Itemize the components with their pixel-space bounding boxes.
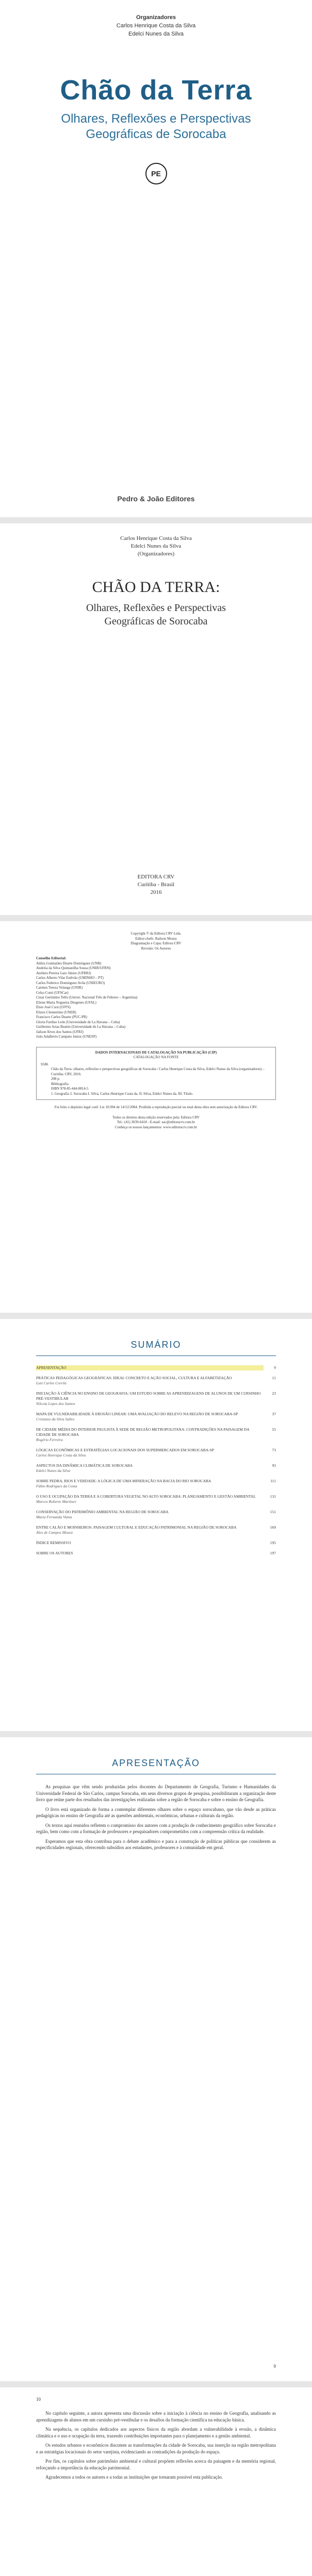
organizer-name: Edelci Nunes da Silva <box>128 31 184 37</box>
toc-item[interactable] <box>36 1376 276 1386</box>
cip-record <box>36 1047 276 1100</box>
copyright-line: Copyright © da Editora CRV Ltda. <box>130 931 182 936</box>
toc-author: Cristiano da Silva Salles <box>36 1417 75 1421</box>
toc-title: MAPA DE VULNERABILIDADE À EROSÃO LINEAR: UMA AVALIAÇÃO DO RELEVO NA REGIÃO DE SOROCABA-SP <box>36 1412 238 1416</box>
board-member: Aldira Guimarães Duarte Domínguez (UNB) <box>36 961 102 965</box>
catalog-page <box>0 921 312 1313</box>
board-member: Élsio José Corá (UFFS) <box>36 1005 71 1009</box>
author-name: Carlos Henrique Costa da Silva <box>120 535 192 541</box>
summary-page <box>0 1319 312 1731</box>
toc-title: SOBRE PEDRA, RIOS E VERDADE: A LÓGICA DE UMA MINERAÇÃO NA BACIA DO RIO SOROCABA <box>36 1479 211 1483</box>
cip-line: Bibliografia <box>51 1081 69 1086</box>
toc-item[interactable] <box>36 1365 276 1370</box>
title-page-title: CHÃO DA TERRA: <box>92 579 220 596</box>
author-name: Edelci Nunes da Silva <box>130 543 182 549</box>
toc-page: 111 <box>270 1479 276 1483</box>
toc-title: APRESENTAÇÃO <box>36 1365 264 1370</box>
board-title: Conselho Editorial: <box>36 956 67 960</box>
board-member: Gloria Fariñas León (Universidade de La Havana – Cuba) <box>36 1020 120 1024</box>
table-of-contents <box>36 1365 276 1556</box>
staff-line: Diagramação e Capa: Editora CRV <box>130 941 182 945</box>
summary-heading: SUMÁRIO <box>130 1340 182 1350</box>
toc-item[interactable] <box>36 1540 276 1546</box>
toc-title: DE CIDADE MÉDIA DO INTERIOR PAULISTA À SEDE DE REGIÃO METROPOLITANA: CONTRADIÇÕES NA PAISAGEM DA CIDADE DE SOROCABA <box>36 1427 250 1437</box>
toc-page: 151 <box>270 1510 276 1514</box>
toc-author: Maria Fernanda Viana <box>36 1515 72 1519</box>
page-number: 10 <box>36 2397 41 2402</box>
cover-publisher: Pedro & João Editores <box>117 495 195 503</box>
organizer-name: Carlos Henrique Costa da Silva <box>116 23 196 29</box>
toc-author: Marcos Roberto Martines <box>36 1499 76 1504</box>
cip-line: S586 <box>41 1062 48 1066</box>
title-page-authors <box>0 523 312 558</box>
toc-page: 9 <box>274 1365 276 1370</box>
toc-page: 197 <box>270 1551 276 1555</box>
toc-author: Rogério Ferreira <box>36 1437 63 1442</box>
subtitle-line: Olhares, Reflexões e Perspectivas <box>86 602 226 614</box>
toc-title: PRÁTICAS PEDAGÓGICAS GEOGRÁFICAS: IDEAL CONCRETO E AÇÃO SOCIAL, CULTURA E ALFABETIZAÇÃO <box>36 1376 232 1380</box>
page-separator <box>0 517 312 523</box>
paragraph: Os textos aqui reunidos refletem o compromisso dos autores com a produção de conhecimento geográfico sobre Sorocaba e região, bem como com a formação de professores e pesquisadores comprometidos com a compreensão crítica da realidade. <box>36 1822 276 1834</box>
toc-title: ENTRE CALÃO E MOINHEIROS: PAISAGEM CULTURAL E EDUCAÇÃO PATRIMONIAL NA REGIÃO DE SOROCABA <box>36 1525 237 1530</box>
author-role: (Organizadores) <box>137 551 175 557</box>
cover-subtitle <box>0 111 312 142</box>
toc-item[interactable] <box>36 1551 276 1556</box>
toc-item[interactable] <box>36 1463 276 1473</box>
continuation-body <box>36 2410 276 2481</box>
toc-page: 23 <box>272 1391 276 1396</box>
cover-title: Chão da Terra <box>60 75 252 106</box>
toc-title: ASPECTOS DA DINÂMICA CLIMÁTICA DE SOROCABA <box>36 1463 133 1468</box>
cip-subtitle: CATALOGAÇÃO NA FONTE <box>133 1055 179 1059</box>
toc-title: LÓGICAS ECONÔMICAS E ESTRATÉGIAS LOCACIONAIS DOS SUPERMERCADOS EM SOROCABA-SP <box>36 1448 215 1452</box>
cover-page <box>0 0 312 517</box>
imprint-line: Curitiba - Brasil <box>137 882 175 888</box>
toc-author: Fábio Rodrigues da Costa <box>36 1484 77 1488</box>
site-line: Conheça os nossos lançamentos: www.editoracrv.com.br <box>114 1125 198 1129</box>
presentation-page <box>0 1737 312 2381</box>
toc-page: 55 <box>272 1427 276 1432</box>
presentation-heading: APRESENTAÇÃO <box>112 1758 200 1768</box>
imprint-line: 2016 <box>150 889 162 895</box>
toc-title: INICIAÇÃO À CIÊNCIA NO ENSINO DE GEOGRAFIA: UM ESTUDO SOBRE AS APRENDIZAGENS DE ALUNOS DE UM CURSINHO PRÉ-VESTIBULAR <box>36 1391 261 1401</box>
board-member: Carlos Federico Dominguez Avila (UNIEURO) <box>36 980 105 985</box>
paragraph: Na sequência, os capítulos dedicados aos aspectos físicos da região abordam a vulnerabilidade à erosão, a dinâmica climática e o uso e ocupação da terra, trazendo contribuições importantes para o planejamento e a gestão ambiental. <box>36 2427 276 2438</box>
toc-page: 73 <box>272 1448 276 1452</box>
page-separator <box>0 1313 312 1319</box>
page-separator <box>0 915 312 921</box>
contact-line: Tel.: (41) 3039-6418 - E-mail: sac@editoracrv.com.br <box>117 1120 195 1124</box>
cip-line: 208 p. <box>51 1077 60 1081</box>
toc-title: O USO E OCUPAÇÃO DA TERRA E A COBERTURA VEGETAL NO ALTO SOROCABA: PLANEJAMENTO E GESTÃO AMBIENTAL <box>36 1494 256 1499</box>
toc-item[interactable] <box>36 1427 276 1443</box>
cip-title: DADOS INTERNACIONAIS DE CATALOGAÇÃO NA PUBLICAÇÃO (CIP) <box>95 1050 217 1055</box>
toc-item[interactable] <box>36 1525 276 1535</box>
title-page-imprint <box>0 873 312 896</box>
paragraph: O livro está organizado de forma a contemplar diferentes olhares sobre o espaço sorocabano, que vão desde as práticas pedagógicas no ensino de Geografia até as questões ambientais, econômicas, urbanas e culturais da região. <box>36 1806 276 1818</box>
board-member: Antônio Pereira Gaio Júnior (UFRRJ) <box>36 971 91 975</box>
paragraph: Esperamos que esta obra contribua para o debate acadêmico e para a construção de políticas públicas que considerem as especificidades regionais, oferecendo subsídios aos estudantes, professores e à comunidade em geral. <box>36 1838 276 1850</box>
subtitle-line: Geográficas de Sorocaba <box>104 616 208 627</box>
paragraph: Os estudos urbanos e econômicos discutem as transformações da cidade de Sorocaba, sua inserção na região metropolitana e as estratégias locacionais do setor varejista, evidenciando as contradições da produção do espaço. <box>36 2443 276 2454</box>
continuation-page <box>0 2387 312 2576</box>
page-separator <box>0 1731 312 1737</box>
page-number: 9 <box>273 2364 276 2369</box>
toc-item[interactable] <box>36 1510 276 1520</box>
board-member: Francisco Carlos Duarte (PUC-PR) <box>36 1015 87 1019</box>
editorial-board-list <box>36 961 276 1040</box>
board-member: Guillermo Arias Beatón (Universidade de La Havana – Cuba) <box>36 1025 126 1029</box>
board-member: Cesar Gerónimo Tello (Univer. Nacional Três de Febrero – Argentina) <box>36 995 138 999</box>
toc-item[interactable] <box>36 1412 276 1422</box>
board-member: João Adalberto Campato Junior (UNESP) <box>36 1035 97 1039</box>
subtitle-line: Olhares, Reflexões e Perspectivas <box>61 112 251 126</box>
rights-line: Todos os direitos desta edição reservados pela: Editora CRV <box>112 1115 200 1120</box>
presentation-body <box>36 1784 276 1851</box>
board-member: Carlos Alberto Vilar Estêvão (UMINHO – PT) <box>36 976 104 980</box>
imprint-line: EDITORA CRV <box>137 874 175 880</box>
staff-line: Revisão: Os Autores <box>141 946 171 951</box>
toc-title: SOBRE OS AUTORES <box>36 1551 73 1555</box>
toc-title: ÍNDICE REMISSIVO <box>36 1540 71 1545</box>
toc-page: 93 <box>272 1463 276 1468</box>
toc-page: 11 <box>272 1376 276 1380</box>
subtitle-line: Geográficas de Sorocaba <box>86 127 226 141</box>
cip-line: Chão da Terra: olhares, reflexões e perspectivas geográficas de Sorocaba / Carlos Henrique Costa da Silva, Edelci Nunes da Silva (organizadores) – Curitiba: CRV, 2016. <box>51 1067 265 1076</box>
paragraph: Agradecemos a todos os autores e a todas as instituições que tornaram possível esta publicação. <box>45 2475 223 2480</box>
toc-author: Carlos Henrique Costa da Silva <box>36 1453 86 1458</box>
toc-author: Alex de Campos Moura <box>36 1530 73 1535</box>
publisher-logo-icon: PE <box>145 163 167 184</box>
title-page-subtitle <box>0 601 312 628</box>
toc-author: Edelci Nunes da Silva <box>36 1468 71 1473</box>
staff-line: Editor-chefe: Railson Moura <box>135 936 177 941</box>
toc-author: Nilceia Lopes dos Santos <box>36 1401 75 1406</box>
toc-item[interactable] <box>36 1494 276 1504</box>
toc-item[interactable] <box>36 1391 276 1406</box>
toc-item[interactable] <box>36 1448 276 1458</box>
board-member: Carmen Tereza Velanga (UNIR) <box>36 986 83 990</box>
board-member: Celso Conti (UFSCar) <box>36 990 69 995</box>
title-page <box>0 523 312 915</box>
toc-item[interactable] <box>36 1479 276 1489</box>
toc-page: 195 <box>270 1540 276 1545</box>
summary-rule <box>36 1355 276 1356</box>
toc-title: CONSERVAÇÃO DO PATRIMÔNIO AMBIENTAL NA REGIÃO DE SOROCABA <box>36 1510 169 1514</box>
board-member: Jailson Alves dos Santos (UFRJ) <box>36 1029 84 1034</box>
toc-page: 37 <box>272 1412 276 1416</box>
board-member: Andréia da Silva Quintanilha Sousa (UNIR/UFRN) <box>36 966 111 970</box>
cip-line: ISBN 978-85-444-0814-5 <box>51 1087 89 1091</box>
board-member: Elizeu Clementino (UNEB) <box>36 1010 76 1014</box>
paragraph: As pesquisas que vêm sendo produzidas pelos docentes do Departamento de Geografia, Turismo e Humanidades da Universidade Federal de São Carlos, campus Sorocaba, em seus diversos grupos de pesquisa, possibilitaram a organização deste livro que reúne parte dos resultados das investigações realizadas sobre a região de Sorocaba e sobre o ensino de Geografia. <box>36 1784 276 1802</box>
paragraph: No capítulo seguinte, a autora apresenta uma discussão sobre a iniciação à ciência no ensino de Geografia, analisando as aprendizagens de alunos em um cursinho pré-vestibular e os desafios da formação científica na educação básica. <box>36 2411 276 2422</box>
cover-organizers <box>0 0 312 38</box>
toc-page: 131 <box>270 1494 276 1499</box>
paragraph: Por fim, os capítulos sobre patrimônio ambiental e cultural propõem reflexões acerca da paisagem e da memória regional, reforçando a importância da educação patrimonial. <box>36 2459 276 2470</box>
cip-line: 1. Geografia 2. Sorocaba I. Silva, Carlos Henrique Costa da. II. Silva, Edelci Nunes da. III. Título. <box>51 1091 193 1096</box>
toc-page: 169 <box>270 1525 276 1530</box>
legal-notice: Foi feito o depósito legal conf. Lei 10.994 de 14/12/2004. Proibida a reprodução parcial ou total desta obra sem autorização da Editora CRV. <box>54 1105 258 1109</box>
page-separator <box>0 2381 312 2387</box>
board-member: Elione Maria Nogueira Diogenes (UFAL) <box>36 1000 96 1005</box>
organizers-label: Organizadores <box>136 14 176 21</box>
toc-author: Luiz Carlos Corrêa <box>36 1381 67 1385</box>
